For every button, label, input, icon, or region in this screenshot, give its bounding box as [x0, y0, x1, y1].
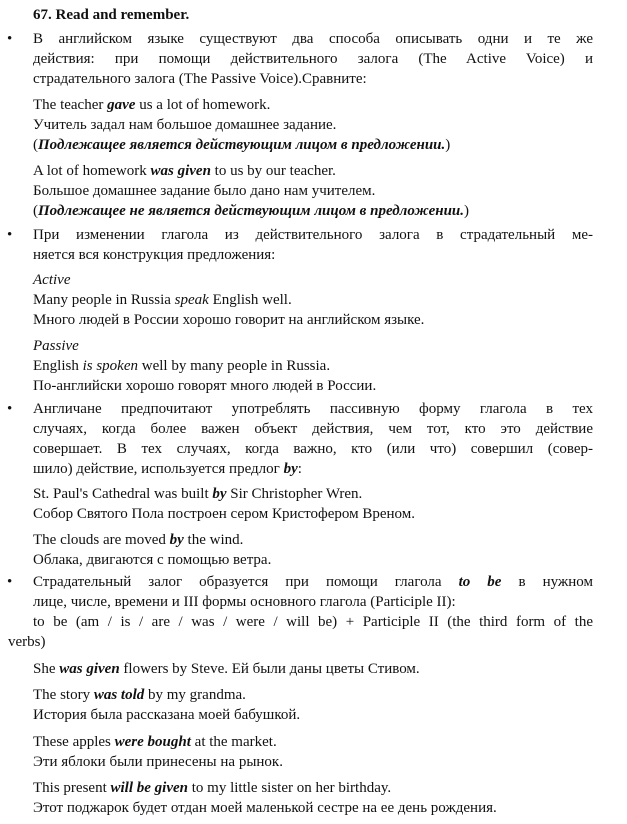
preposition-highlight: by [169, 532, 184, 548]
example-story [33, 685, 608, 725]
rule-line: действия: при помощи действительного залога (The Active Voice) и [33, 51, 593, 67]
verb-highlight: speak [174, 292, 209, 308]
rule-line: шило) действие, используется предлог by: [33, 461, 302, 477]
rule-bullet-voices [7, 29, 593, 89]
formula-continuation [8, 632, 46, 652]
rule-bullet-formation [7, 572, 593, 612]
voice-label: Passive [33, 338, 79, 354]
rule-bullet-by [7, 399, 593, 479]
example-present [33, 778, 608, 818]
verb-highlight: to be [458, 574, 502, 590]
verb-highlight: is spoken [82, 358, 139, 374]
rule-bullet-construction [7, 225, 593, 265]
verb-highlight: gave [107, 97, 136, 113]
preposition-highlight: by [283, 461, 298, 477]
voice-label: Active [33, 272, 71, 288]
bullet-icon: • [7, 31, 13, 47]
exercise-heading: 67. Read and remember. [33, 7, 190, 23]
verb-highlight: was given [150, 163, 211, 179]
example-russian: По-английски хорошо говорят много людей в России. [33, 378, 377, 394]
verb-highlight: was given [59, 661, 120, 677]
bullet-icon: • [7, 227, 13, 243]
example-russian: Эти яблоки были принесены на рынок. [33, 754, 283, 770]
verb-highlight: will be given [110, 780, 188, 796]
example-active-block [33, 270, 608, 330]
formula-line [33, 612, 593, 632]
example-english: English is spoken well by many people in Russia. [33, 358, 331, 374]
example-english: The clouds are moved by the wind. [33, 532, 244, 548]
example-passive [33, 161, 608, 221]
bullet-icon: • [7, 574, 13, 590]
example-english: A lot of homework was given to us by our teacher. [33, 163, 336, 179]
verb-highlight: were bought [114, 734, 191, 750]
example-russian: Этот поджарок будет отдан моей маленькой сестре на ее день рождения. [33, 800, 497, 816]
example-russian: История была рассказана моей бабушкой. [33, 707, 301, 723]
rule-line: совершает. В тех случаях, когда важно, кто (или что) совершил (совер- [33, 441, 593, 457]
rule-line: случаях, когда более важен объект действия, чем тот, кто это действие [33, 421, 593, 437]
formula-text: to be (am / is / are / was / were / will be) + Participle II (the third form of the [33, 614, 593, 630]
example-clouds [33, 530, 608, 570]
example-english: She was given flowers by Steve. Ей были даны цветы Стивом. [33, 661, 420, 677]
preposition-highlight: by [212, 486, 227, 502]
rule-line: страдательного залога (The Passive Voice).Сравните: [33, 71, 367, 87]
example-note: (Подлежащее не является действующим лицом в предложении.) [33, 203, 470, 219]
example-english: These apples were bought at the market. [33, 734, 277, 750]
example-flowers [33, 659, 608, 679]
rule-line: При изменении глагола из действительного залога в страдательный ме- [33, 227, 593, 243]
example-english: This present will be given to my little sister on her birthday. [33, 780, 392, 796]
rule-line: няется вся конструкция предложения: [33, 247, 276, 263]
example-active [33, 95, 608, 155]
formula-text: verbs) [8, 634, 46, 650]
rule-line: лице, числе, времени и III формы основного глагола (Participle II): [33, 594, 456, 610]
bullet-icon: • [7, 401, 13, 417]
example-apples [33, 732, 608, 772]
example-russian: Собор Святого Пола построен сером Кристофером Вреном. [33, 506, 415, 522]
example-english: The story was told by my grandma. [33, 687, 246, 703]
example-note: (Подлежащее является действующим лицом в предложении.) [33, 137, 451, 153]
example-passive-block [33, 336, 608, 396]
example-english: The teacher gave us a lot of homework. [33, 97, 271, 113]
rule-line: В английском языке существуют два способа описывать одни и те же [33, 31, 593, 47]
example-russian: Облака, двигаются с помощью ветра. [33, 552, 272, 568]
example-russian: Много людей в России хорошо говорит на английском языке. [33, 312, 425, 328]
rule-line: Страдательный залог образуется при помощи глагола to be в нужном [33, 574, 593, 590]
rule-line: Англичане предпочитают употреблять пассивную форму глагола в тех [33, 401, 593, 417]
example-russian: Учитель задал нам большое домашнее задание. [33, 117, 337, 133]
example-cathedral [33, 484, 608, 524]
verb-highlight: was told [93, 687, 145, 703]
example-english: St. Paul's Cathedral was built by Sir Christopher Wren. [33, 486, 363, 502]
example-english: Many people in Russia speak English well. [33, 292, 292, 308]
example-russian: Большое домашнее задание было дано нам учителем. [33, 183, 376, 199]
